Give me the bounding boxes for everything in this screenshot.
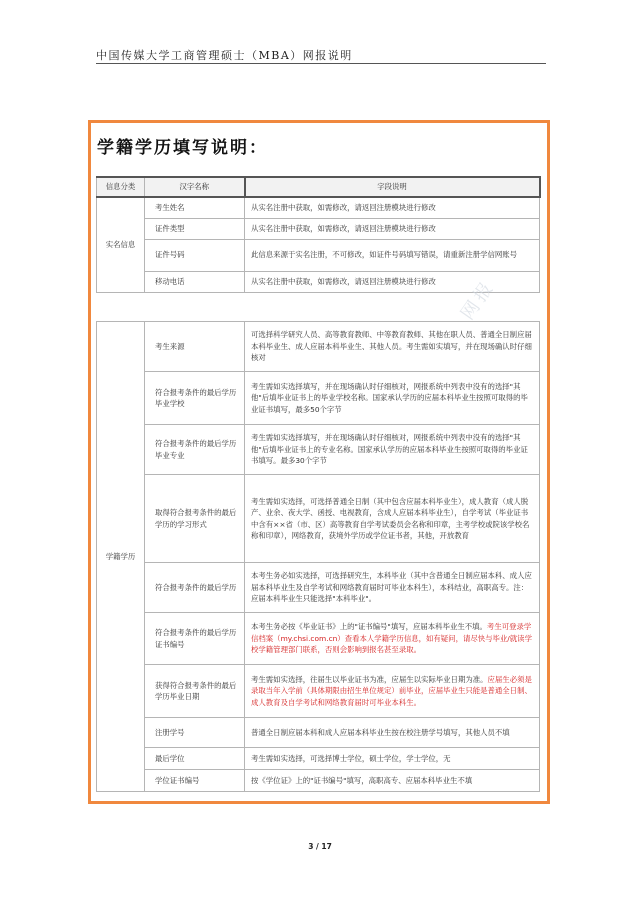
table-row: [97, 197, 540, 218]
table-row: [97, 718, 540, 748]
table-row: [97, 218, 540, 239]
field-desc: [245, 665, 540, 718]
table-row: [97, 563, 540, 613]
field-name: 最后学位: [145, 748, 245, 770]
field-name: 符合报考条件的最后学历毕业专业: [145, 425, 245, 475]
table-row: [97, 475, 540, 563]
field-desc: 按《学位证》上的"证书编号"填写，高职高专、应届本科毕业生不填: [245, 770, 540, 792]
field-name: 注册学号: [145, 718, 245, 748]
category-real-name: 实名信息: [97, 197, 145, 292]
field-name: 符合报考条件的最后学历: [145, 563, 245, 613]
field-desc: 考生需如实选择填写，并在现场确认时仔细核对，网报系统中列表中没有的选择"其他"后填毕业证书上的专业名称。国家承认学历的应届本科毕业生按照可取得的毕业证书填写。最多30个字节: [245, 425, 540, 475]
table-row: [97, 322, 540, 372]
field-name: 证件号码: [145, 239, 245, 271]
page-number: 3 / 17: [308, 842, 332, 851]
field-desc: 考生需如实选择，可选择普通全日制（其中包含应届本科毕业生），成人教育（成人脱产、业余、夜大学、函授、电视教育，含成人应届本科毕业生），自学考试（毕业证书中含有××省（市、区）高等教育自学考试委员会名称和印章，主考学校或院该学校名称和印章），网络教育，获境外学历或学位证书者，其他，开放教育: [245, 475, 540, 563]
field-name: 证件类型: [145, 218, 245, 239]
desc-plain: 考生需如实选择，往届生以毕业证书为准，应届生以实际毕业日期为准。: [251, 674, 488, 684]
col-header-category: 信息分类: [97, 177, 145, 197]
education-info-table: [96, 321, 540, 792]
category-education: 学籍学历: [97, 322, 145, 792]
table-row: [97, 239, 540, 271]
table-row: [97, 613, 540, 665]
desc-highlight: 应届生必须是录取当年入学前（具体期限由招生单位规定）前毕业，应届毕业生只能是普通全日制、成人教育及自学考试和网络教育届时可毕业本科生。: [251, 674, 532, 707]
field-name: 考生来源: [145, 322, 245, 372]
table-row: [97, 665, 540, 718]
field-desc: 此信息来源于实名注册，不可修改，如证件号码填写错误，请重新注册学信网账号: [245, 239, 540, 271]
field-desc: 考生需如实选择填写，并在现场确认时仔细核对，网报系统中列表中没有的选择"其他"后填毕业证书上的毕业学校名称。国家承认学历的应届本科毕业生按照可取得的毕业证书填写，最多50个字节: [245, 372, 540, 425]
desc-plain: 本考生务必按《毕业证书》上的"证书编号"填写，应届本科毕业生不填。: [251, 622, 487, 632]
field-desc: 普通全日制应届本科和成人应届本科毕业生按在校注册学号填写，其他人员不填: [245, 718, 540, 748]
field-desc: 考生需如实选择，可选择博士学位，硕士学位，学士学位，无: [245, 748, 540, 770]
watermark: 网报: [457, 275, 500, 324]
real-name-info-table: [96, 176, 541, 293]
field-name: 获得符合报考条件的最后学历毕业日期: [145, 665, 245, 718]
table-row: [97, 372, 540, 425]
desc-highlight: 考生可登录学信档案（my.chsi.com.cn）查看本人学籍学历信息，如有疑问，请尽快与毕业/就读学校学籍管理部门联系，否则会影响到报名甚至录取。: [251, 622, 532, 655]
field-name: 取得符合报考条件的最后学历的学习形式: [145, 475, 245, 563]
field-desc: 可选择科学研究人员、高等教育教师、中等教育教师、其他在职人员、普通全日制应届本科毕业生、成人应届本科毕业生、其他人员。考生需如实填写，并在现场确认时仔细核对: [245, 322, 540, 372]
field-desc: 从实名注册中获取，如需修改，请返回注册模块进行修改: [245, 197, 540, 218]
field-name: 考生姓名: [145, 197, 245, 218]
table-row: [97, 748, 540, 770]
field-desc: 从实名注册中获取，如需修改，请返回注册模块进行修改: [245, 218, 540, 239]
field-name: 符合报考条件的最后学历证书编号: [145, 613, 245, 665]
table-row: [97, 425, 540, 475]
field-name: 符合报考条件的最后学历毕业学校: [145, 372, 245, 425]
field-desc: [245, 613, 540, 665]
page-header: 中国传媒大学工商管理硕士（MBA）网报说明: [96, 49, 353, 62]
header-rule: [96, 63, 546, 64]
col-header-desc: 字段说明: [245, 177, 540, 197]
section-title: 学籍学历填写说明：: [97, 138, 268, 158]
table-row: [97, 770, 540, 792]
field-desc: 本考生务必如实选择，可选择研究生，本科毕业（其中含普通全日制应届本科、成人应届本科毕业生及自学考试和网络教育届时可毕业本科生），本科结业，高职高专。注：应届本科毕业生只能选择"本科毕业"。: [245, 563, 540, 613]
field-name: 学位证书编号: [145, 770, 245, 792]
field-name: 移动电话: [145, 271, 245, 292]
field-desc: 从实名注册中获取，如需修改，请返回注册模块进行修改: [245, 271, 540, 292]
col-header-field: 汉字名称: [145, 177, 245, 197]
